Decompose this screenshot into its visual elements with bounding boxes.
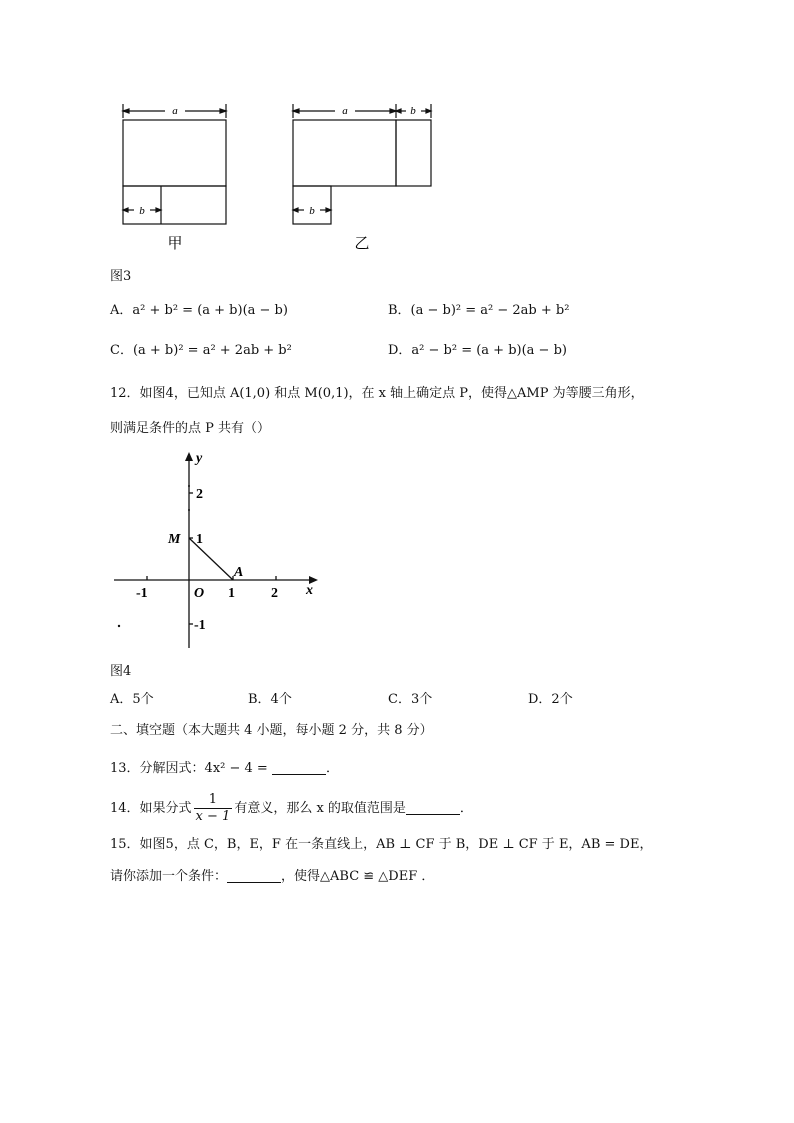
q12-option-a: A．5个	[110, 692, 154, 707]
figure-3-diagram	[110, 98, 440, 258]
fig4-tick-x1: 1	[228, 586, 235, 601]
q14-answer-blank[interactable]	[406, 800, 460, 815]
fig4-tick-y2: 2	[196, 487, 203, 502]
fig3-left-label-b: b	[139, 205, 145, 217]
q15-line-1: 15．如图5，点 C，B，E，F 在一条直线上，AB ⊥ CF 于 B，DE ⊥ CF 于 E，AB = DE，	[110, 837, 653, 852]
fig4-tick-x2: 2	[271, 586, 278, 601]
fig4-tick-xm1: -1	[136, 586, 148, 601]
q13-end: ．	[325, 761, 339, 776]
q12-option-d: D．2个	[528, 692, 573, 707]
fig4-tick-ym1: -1	[194, 618, 206, 633]
y-axis-arrow	[185, 452, 193, 461]
q14-row	[110, 790, 473, 830]
q15-line-2-prefix: 请你添加一个条件：	[110, 869, 228, 884]
fig3-right-label-a: a	[342, 105, 348, 117]
q12-option-c: C．3个	[388, 692, 433, 707]
q11-option-d: D．a² − b² = (a + b)(a − b)	[388, 343, 567, 358]
fig4-point-m: M	[168, 532, 181, 547]
q15-answer-blank[interactable]	[227, 868, 281, 883]
q13-text: 13．分解因式：4x² − 4 =	[110, 761, 272, 776]
fig4-point-a: A	[234, 565, 244, 580]
fig3-right-label-b: b	[410, 105, 416, 117]
q12-line-1: 12．如图4，已知点 A(1,0) 和点 M(0,1)，在 x 轴上确定点 P，使得△AMP 为等腰三角形，	[110, 386, 644, 401]
section-2-heading: 二、填空题（本大题共 4 小题，每小题 2 分，共 8 分）	[110, 723, 433, 738]
q14-fraction-denominator: x − 1	[195, 809, 231, 824]
q11-option-c: C．(a + b)² = a² + 2ab + b²	[110, 343, 292, 358]
q13-answer-blank[interactable]	[272, 760, 326, 775]
q14-fraction	[194, 792, 233, 825]
q15-line-2-suffix: ，使得△ABC ≌ △DEF ．	[281, 869, 435, 884]
fig3-left-caption: 甲	[167, 234, 183, 252]
q14-fraction-numerator: 1	[194, 792, 233, 809]
q12-option-b: B．4个	[248, 692, 292, 707]
fig3-right-label-b2: b	[309, 205, 315, 217]
q14-end: ．	[459, 801, 473, 816]
fig4-x-label: x	[306, 583, 313, 598]
q15-line-2	[110, 868, 434, 886]
fig4-y-label: y	[196, 451, 203, 466]
figure-3-caption: 图3	[110, 269, 132, 284]
fig3-right-caption: 乙	[354, 234, 370, 252]
q12-line-2: 则满足条件的点 P 共有（）	[110, 421, 271, 436]
figure-4-coordinate-plane	[110, 448, 330, 653]
fig4-origin: O	[194, 586, 205, 601]
q11-option-a: A．a² + b² = (a + b)(a − b)	[110, 303, 288, 318]
fig4-tick-y1: 1	[196, 532, 203, 547]
q14-prefix: 14．如果分式	[110, 801, 192, 816]
figure-4-caption: 图4	[110, 664, 132, 679]
fig3-left-label-a: a	[172, 105, 178, 117]
q11-option-b: B．(a − b)² = a² − 2ab + b²	[388, 303, 570, 318]
q14-suffix: 有意义，那么 x 的取值范围是	[234, 801, 406, 816]
q13-row	[110, 760, 339, 778]
